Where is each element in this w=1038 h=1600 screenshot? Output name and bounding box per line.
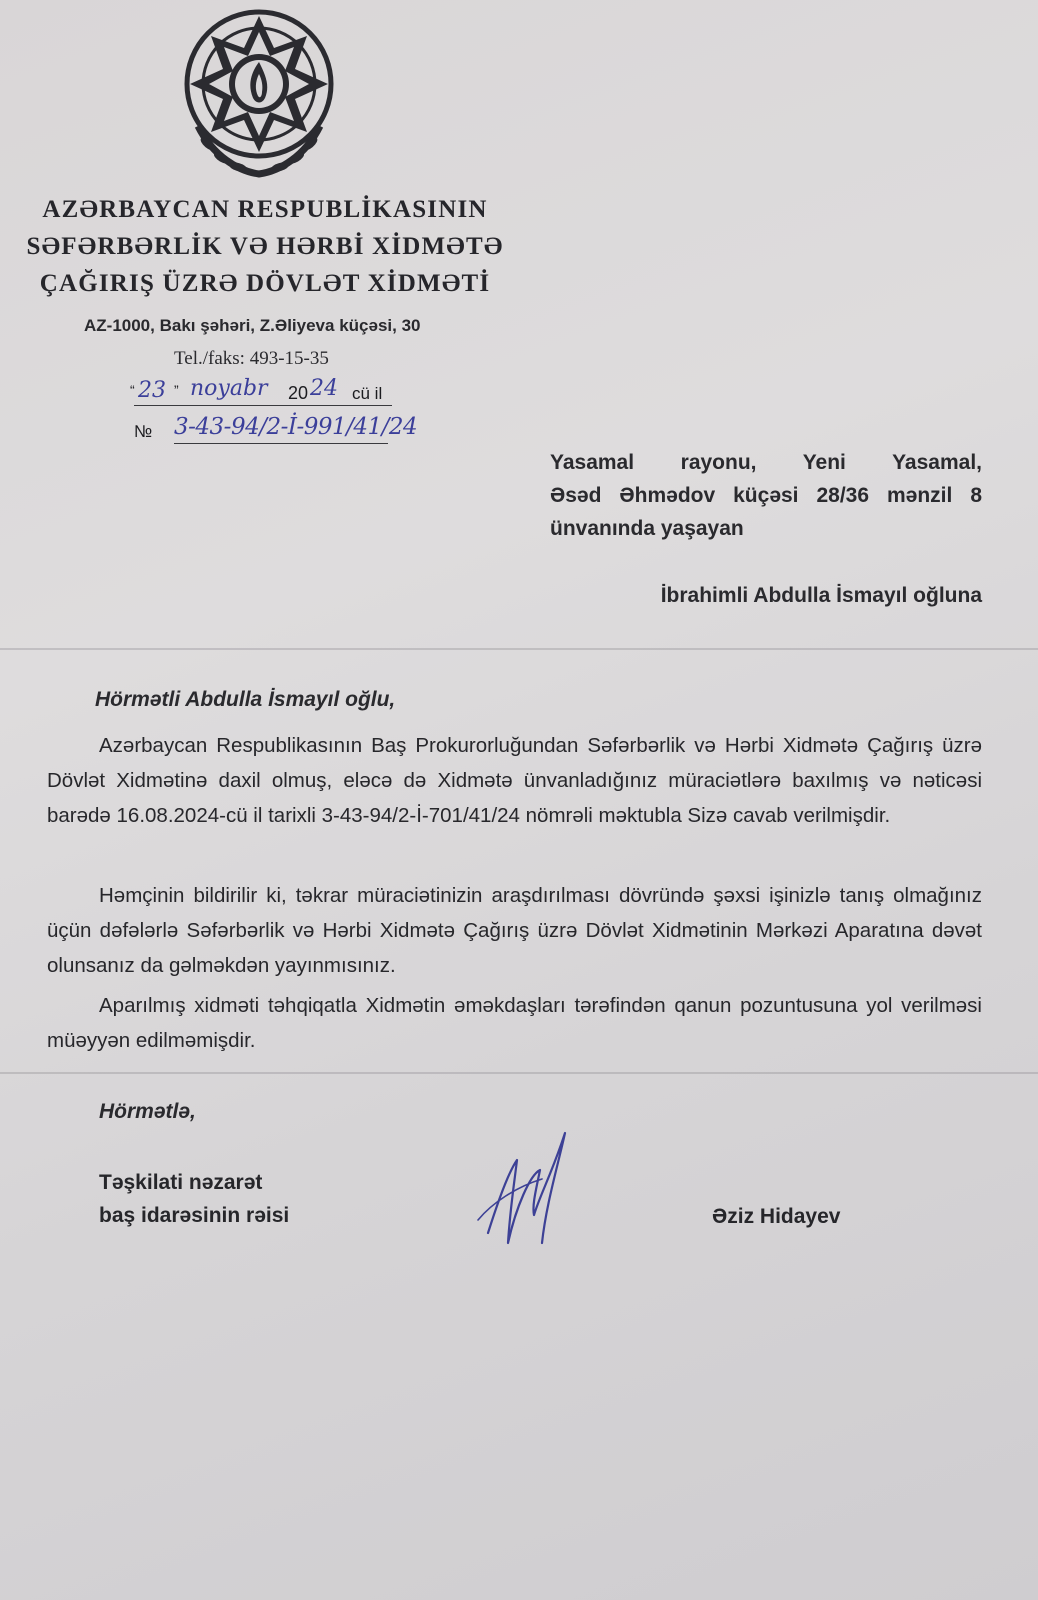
number-line bbox=[134, 414, 454, 448]
date-day: 23 bbox=[138, 378, 166, 403]
number-underline bbox=[174, 443, 388, 444]
state-emblem-icon bbox=[178, 6, 340, 178]
body-paragraph-2: Həmçinin bildirilir ki, təkrar müraciətinizin araşdırılması dövründə şəxsi işinizlə tanış olmağınız üçün dəfələrlə Səfərbərlik və Hərbi Xidmətə Çağırış üzrə Dövlət Xidmətinin Mərkəzi Aparatına dəvət olunsanız da gəlməkdən yayınmısınız. bbox=[47, 884, 982, 977]
org-name-line1: AZƏRBAYCAN RESPUBLİKASININ bbox=[42, 196, 488, 223]
body-paragraph-1: Azərbaycan Respublikasının Baş Prokurorluğundan Səfərbərlik və Hərbi Xidmətə Çağırış üzrə Dövlət Xidmətinə daxil olmuş, eləcə də Xidmətə ünvanladığınız müraciətlərə baxılmış və nəticəsi barədə 16.08.2024-cü il tarixli 3-43-94/2-İ-701/41/24 nömrəli məktubla Sizə cavab verilmişdir. bbox=[47, 734, 982, 827]
date-open-quote: “ bbox=[130, 382, 135, 398]
recipient-address-line3: ünvanında yaşayan bbox=[550, 517, 744, 540]
date-month: noyabr bbox=[190, 376, 268, 401]
date-line bbox=[130, 376, 400, 410]
date-year-suffix: 24 bbox=[310, 376, 338, 401]
paper-fold-top bbox=[0, 648, 1038, 650]
signatory-title-line2: baş idarəsinin rəisi bbox=[99, 1204, 290, 1227]
org-name-line3: ÇAĞIRIŞ ÜZRƏ DÖVLƏT XİDMƏTİ bbox=[39, 270, 491, 297]
recipient-address-line2: Əsəd Əhmədov küçəsi 28/36 mənzil 8 bbox=[550, 484, 982, 507]
number-label: № bbox=[134, 422, 153, 441]
paper-fold-bottom bbox=[0, 1072, 1038, 1074]
recipient-name: İbrahimli Abdulla İsmayıl oğluna bbox=[660, 584, 982, 607]
date-underline bbox=[134, 405, 392, 406]
org-name-line2: SƏFƏRBƏRLİK VƏ HƏRBİ XİDMƏTƏ bbox=[26, 233, 504, 260]
date-close-quote: ” bbox=[174, 382, 179, 398]
org-phone: Tel./faks: 493-15-35 bbox=[174, 348, 329, 369]
org-address: AZ-1000, Bakı şəhəri, Z.Əliyeva küçəsi, 30 bbox=[84, 316, 421, 335]
body-paragraph-3: Aparılmış xidməti təhqiqatla Xidmətin əməkdaşları tərəfindən qanun pozuntusuna yol verilməsi müəyyən edilməmişdir. bbox=[47, 994, 982, 1052]
recipient-address-line1: Yasamal rayonu, Yeni Yasamal, bbox=[550, 451, 982, 474]
date-year-prefix: 20 bbox=[288, 383, 309, 403]
closing: Hörmətlə, bbox=[99, 1100, 196, 1123]
date-suffix: cü il bbox=[352, 384, 383, 403]
signatory-name: Əziz Hidayev bbox=[712, 1205, 841, 1228]
handwritten-signature bbox=[470, 1125, 600, 1255]
signatory-title-line1: Təşkilati nəzarət bbox=[99, 1171, 263, 1194]
number-value: 3-43-94/2-İ-991/41/24 bbox=[174, 414, 418, 440]
salutation: Hörmətli Abdulla İsmayıl oğlu, bbox=[95, 688, 396, 711]
